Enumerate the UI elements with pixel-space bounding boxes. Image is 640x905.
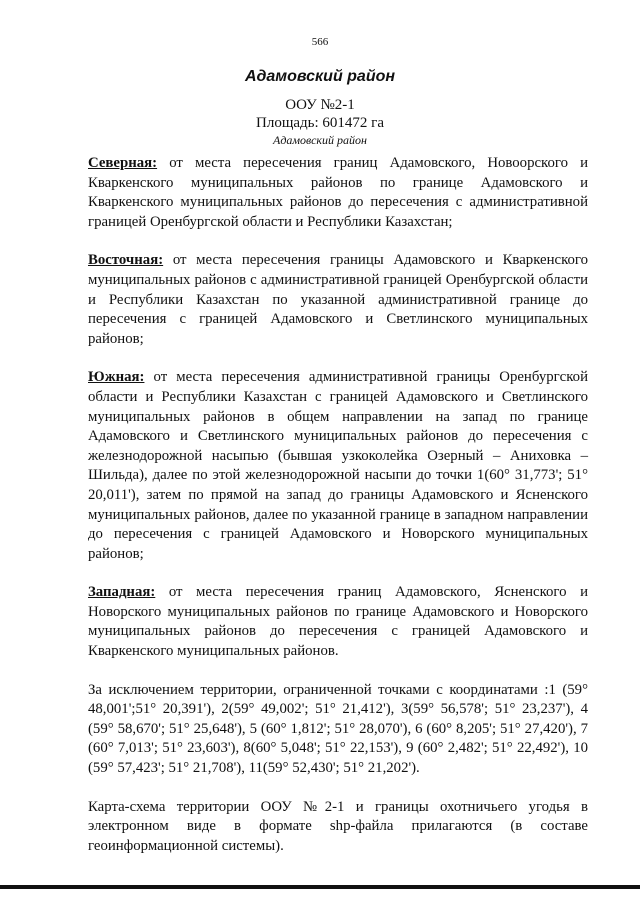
- district-subtitle: Адамовский район: [272, 133, 367, 147]
- hunting-ground-id: ООУ №2-1: [285, 97, 355, 113]
- east-boundary-text: от места пересечения границы Адамовского и Кваркенского муниципальных районов с административной границей Оренбургской области и Республики Казахстан по указанной административной границе до пересечения с границей Адамовского и Светлинского муниципальных районов;: [88, 252, 588, 347]
- west-boundary-heading: Западная:: [88, 584, 156, 601]
- west-boundary-paragraph: [88, 583, 588, 661]
- south-boundary-paragraph: [88, 368, 588, 564]
- document-header: [0, 68, 640, 148]
- area-line: Площадь: 601472 га: [256, 115, 384, 131]
- north-boundary-paragraph: [88, 154, 588, 232]
- bottom-rule: [0, 885, 640, 889]
- page-number: 566: [311, 36, 329, 48]
- north-boundary-heading: Северная:: [88, 155, 158, 171]
- exclusion-paragraph: За исключением территории, ограниченной точками с координатами :1 (59° 48,001';51° 20,391'), 2(59° 49,002'; 51° 21,412'), 3(59° 56,578'; 51° 23,237'), 4 (59° 58,670'; 51° 25,648'), 5 (60° 1,812'; 51° 28,070'), 6 (60° 8,205'; 51° 27,420'), 7 (60° 7,013'; 51° 23,603'), 8(60° 5,048'; 51° 22,153'), 9 (60° 2,482'; 51° 22,492'), 10 (59° 57,423'; 51° 21,708'), 11(59° 52,430'; 51° 21,202').: [88, 681, 588, 777]
- district-title: Адамовский район: [244, 68, 396, 85]
- south-boundary-heading: Южная:: [88, 369, 145, 386]
- map-note-paragraph: Карта-схема территории ООУ №2-1 и границы охотничьего угодья в электронном виде в формате shp-файла прилагаются (в составе геоинформационной системы).: [88, 798, 588, 854]
- south-boundary-text: от места пересечения административной границы Оренбургской области и Республики Казахстан с границей Адамовского и Светлинского муниципальных районов в общем направлении на запад по границе Адамовского и Светлинского муниципальных районов до пересечения с железнодорожной насыпью (бывшая узкоколейка Озерный – Аниховка – Шильда), далее по этой железнодорожной насыпи до точки 1(60° 31,773'; 51° 20,011'), затем по прямой на запад до границы Адамовского и Ясненского муниципальных районов, далее по указанной границе в западном направлении до пересечения с границей Адамовского и Новорского муниципальных районов;: [88, 369, 589, 562]
- north-boundary-text: от места пересечения границ Адамовского, Новоорского и Кваркенского муниципальных районов по границе Адамовского и Кваркенского муниципальных районов до пересечения с административной границей Оренбургской области и Республики Казахстан;: [88, 155, 589, 230]
- east-boundary-paragraph: [88, 251, 588, 349]
- east-boundary-heading: Восточная:: [88, 252, 164, 269]
- document-body: [88, 154, 588, 875]
- west-boundary-text: от места пересечения границ Адамовского, Ясненского и Новорского муниципальных районов по границе Адамовского и Новорского муниципальных районов до пересечения с границей Адамовского и Кваркенского муниципальных районов.: [88, 584, 588, 660]
